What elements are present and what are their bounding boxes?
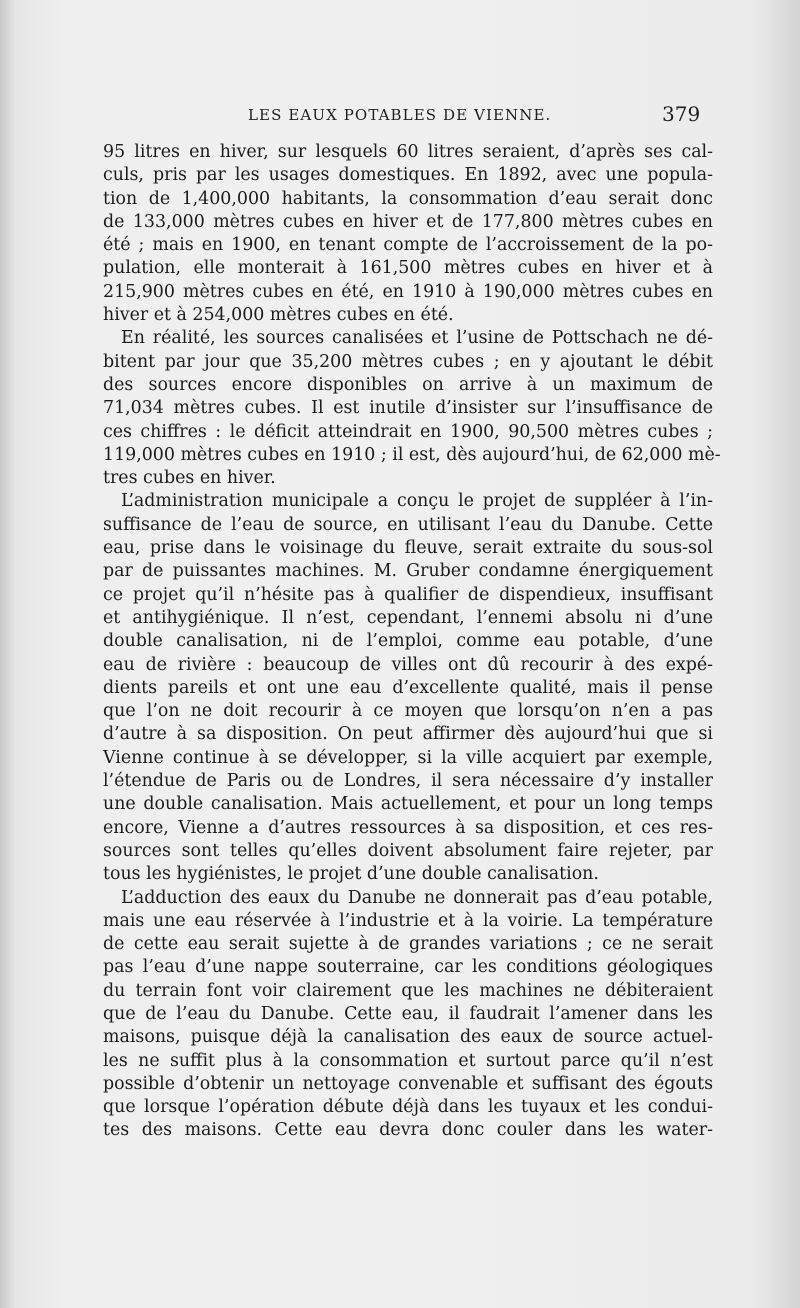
text-line: des sources encore disponibles on arrive à un maximum de: [103, 374, 713, 395]
text-line: tes des maisons. Cette eau devra donc couler dans les water-: [103, 1120, 713, 1141]
text-line: tres cubes en hiver.: [103, 468, 276, 489]
paragraph-3: [103, 490, 713, 886]
text-line: sources sont telles qu’elles doivent absolument faire rejeter, par: [103, 840, 713, 861]
text-line: l’étendue de Paris ou de Londres, il sera nécessaire d’y installer: [103, 771, 713, 792]
text-line: et antihygiénique. Il n’est, cependant, l’ennemi absolu ni d’une: [103, 607, 713, 628]
text-line: L’administration municipale a conçu le projet de suppléer à l’in-: [121, 491, 713, 512]
text-line: ces chiffres : le déficit atteindrait en 1900, 90,500 mètres cubes ;: [103, 421, 713, 442]
text-line: mais une eau réservée à l’industrie et à la voirie. La température: [103, 910, 713, 931]
text-line: maisons, puisque déjà la canalisation des eaux de source actuel-: [103, 1027, 713, 1048]
paragraph-2: [103, 327, 721, 490]
paragraph-4: [103, 887, 713, 1143]
text-line: 119,000 mètres cubes en 1910 ; il est, dès aujourd’hui, de 62,000 mè-: [103, 444, 721, 465]
text-line: pas l’eau d’une nappe souterraine, car les conditions géologiques: [103, 957, 713, 978]
text-line: dients pareils et ont une eau d’excellente qualité, mais il pense: [103, 677, 713, 698]
text-line: pulation, elle monterait à 161,500 mètres cubes en hiver et à: [103, 258, 713, 279]
text-line: tous les hygiénistes, le projet d’une double canalisation.: [103, 864, 599, 885]
text-line: eau de rivière : beaucoup de villes ont dû recourir à des expé-: [103, 654, 713, 675]
text-line: été ; mais en 1900, en tenant compte de l’accroissement de la po-: [103, 235, 713, 256]
text-line: une double canalisation. Mais actuellement, et pour un long temps: [103, 794, 713, 815]
text-line: de cette eau serait sujette à de grandes variations ; ce ne serait: [103, 934, 713, 955]
text-line: Vienne continue à se développer, si la ville acquiert par exemple,: [103, 747, 713, 768]
text-line: double canalisation, ni de l’emploi, comme eau potable, d’une: [103, 631, 713, 652]
text-line: par de puissantes machines. M. Gruber condamne énergiquement: [103, 561, 713, 582]
text-line: que l’on ne doit recourir à ce moyen que lorsqu’on n’en a pas: [103, 701, 713, 722]
paragraph-1: [103, 141, 713, 327]
text-line: encore, Vienne a d’autres ressources à sa disposition, et ces res-: [103, 817, 713, 838]
text-line: eau, prise dans le voisinage du fleuve, serait extraite du sous-sol: [103, 538, 713, 559]
text-line: de 133,000 mètres cubes en hiver et de 177,800 mètres cubes en: [103, 211, 713, 232]
text-line: 215,900 mètres cubes en été, en 1910 à 190,000 mètres cubes en: [103, 281, 713, 302]
text-line: 71,034 mètres cubes. Il est inutile d’insister sur l’insuffisance de: [103, 398, 713, 419]
text-line: que de l’eau du Danube. Cette eau, il faudrait l’amener dans les: [103, 1003, 713, 1024]
text-line: 95 litres en hiver, sur lesquels 60 litres seraient, d’après ses cal-: [103, 142, 713, 162]
text-line: culs, pris par les usages domestiques. En 1892, avec une popula-: [103, 165, 713, 186]
page-header: [0, 102, 800, 136]
text-line: les ne suffit plus à la consommation et surtout parce qu’il n’est: [103, 1050, 713, 1071]
text-line: L’adduction des eaux du Danube ne donnerait pas d’eau potable,: [121, 887, 713, 908]
text-line: bitent par jour que 35,200 mètres cubes ; en y ajoutant le débit: [103, 351, 713, 372]
text-line: ce projet qu’il n’hésite pas à qualifier de dispendieux, insuffisant: [103, 584, 713, 605]
running-title: LES EAUX POTABLES DE VIENNE.: [248, 106, 552, 124]
page-number: 379: [662, 102, 701, 126]
body-text: [103, 141, 721, 1143]
text-line: hiver et à 254,000 mètres cubes en été.: [103, 305, 454, 326]
text-line: du terrain font voir clairement que les machines ne débiteraient: [103, 980, 713, 1001]
text-line: possible d’obtenir un nettoyage convenable et suffisant des égouts: [103, 1073, 713, 1094]
text-line: En réalité, les sources canalisées et l’usine de Pottschach ne dé-: [121, 328, 713, 349]
text-line: suffisance de l’eau de source, en utilisant l’eau du Danube. Cette: [103, 514, 713, 535]
text-line: tion de 1,400,000 habitants, la consommation d’eau serait donc: [103, 188, 713, 209]
text-line: que lorsque l’opération débute déjà dans les tuyaux et les condui-: [103, 1097, 713, 1118]
text-line: d’autre à sa disposition. On peut affirmer dès aujourd’hui que si: [103, 724, 713, 745]
